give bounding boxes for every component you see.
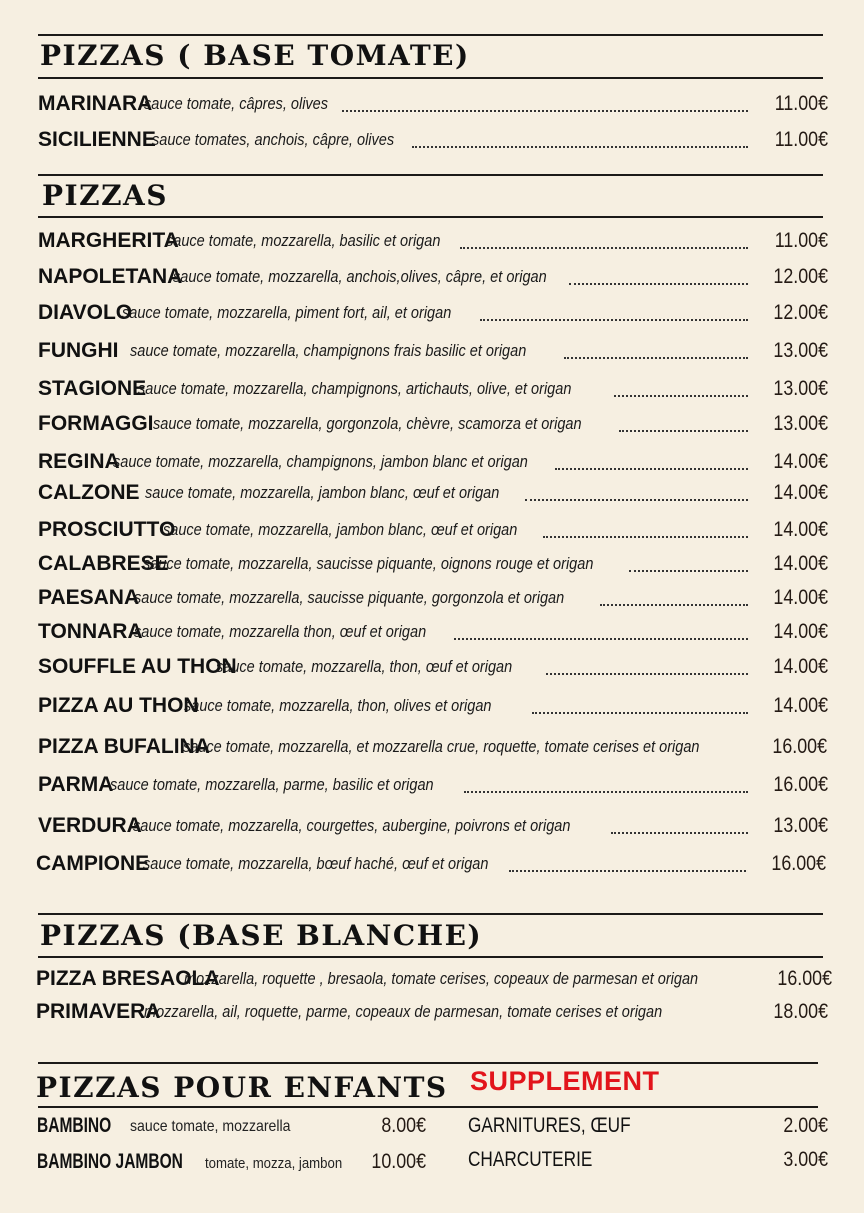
item-name: MARINARA	[38, 92, 153, 115]
item-description: tomate, mozza, jambon	[205, 1155, 343, 1172]
section-rule-bottom	[38, 216, 823, 218]
section-rule-top	[38, 913, 823, 915]
item-description: sauce tomates, anchois, câpre, olives	[152, 130, 395, 149]
item-description: sauce tomate, mozzarella, anchois,olives, câpre, et origan	[173, 267, 547, 286]
item-price: 14.00€	[773, 552, 828, 575]
item-name: VERDURA	[38, 814, 142, 837]
menu-item	[38, 770, 828, 800]
leader-dots	[619, 430, 748, 432]
menu-item	[38, 583, 828, 613]
item-name: SICILIENNE	[38, 128, 156, 151]
leader-dots	[460, 247, 748, 249]
leader-dots	[611, 832, 748, 834]
item-price: 14.00€	[773, 655, 828, 678]
item-price: 12.00€	[773, 301, 828, 324]
item-name: GARNITURES, ŒUF	[468, 1114, 631, 1137]
menu-item	[38, 732, 828, 762]
leader-dots	[546, 673, 748, 675]
item-description: mozzarella, roquette , bresaola, tomate cerises, copeaux de parmesan et origan	[184, 969, 699, 988]
leader-dots	[629, 570, 748, 572]
section-rule-top	[38, 174, 823, 176]
section-rule-bottom	[38, 1106, 818, 1108]
menu-item	[38, 691, 828, 721]
leader-dots	[454, 638, 748, 640]
menu-item	[38, 262, 828, 292]
menu-item	[38, 478, 828, 508]
menu-item	[38, 125, 828, 155]
section-title-pizzas: PIZZAS	[42, 179, 168, 212]
section-rule-top	[38, 1062, 818, 1064]
item-name: CAMPIONE	[36, 852, 150, 875]
item-price: 18.00€	[773, 1000, 828, 1023]
section-title-enfants: PIZZAS POUR ENFANTS	[36, 1071, 448, 1104]
leader-dots	[600, 604, 748, 606]
item-name: REGINA	[38, 450, 120, 473]
item-price: 14.00€	[773, 694, 828, 717]
leader-dots	[480, 319, 748, 321]
item-name: DIAVOLO	[38, 301, 133, 324]
item-name: CALABRESE	[38, 552, 169, 575]
menu-item	[38, 549, 828, 579]
item-name: BAMBINO JAMBON	[37, 1150, 183, 1173]
menu-item	[36, 849, 826, 879]
item-name: PROSCIUTTO	[38, 518, 176, 541]
item-description: sauce tomate, mozzarella, piment fort, ail, et origan	[122, 303, 452, 322]
item-description: sauce tomate, mozzarella, champignons, jambon blanc et origan	[113, 452, 528, 471]
item-price: 16.00€	[777, 967, 832, 990]
item-name: PRIMAVERA	[36, 1000, 161, 1023]
leader-dots	[532, 712, 748, 714]
item-description: sauce tomate, mozzarella, parme, basilic et origan	[110, 775, 434, 794]
section-title-base-blanche: PIZZAS (BASE BLANCHE)	[40, 919, 483, 952]
item-description: sauce tomate, mozzarella, et mozzarella crue, roquette, tomate cerises et origan	[183, 737, 700, 756]
section-rule-bottom	[38, 956, 823, 958]
item-name: CALZONE	[38, 481, 140, 504]
leader-dots	[509, 870, 746, 872]
menu-item	[38, 409, 828, 439]
item-name: TONNARA	[38, 620, 143, 643]
item-name: NAPOLETANA	[38, 265, 183, 288]
menu-item	[38, 336, 828, 366]
item-name: FUNGHI	[38, 339, 119, 362]
menu-item	[38, 447, 828, 477]
item-name: STAGIONE	[38, 377, 147, 400]
leader-dots	[569, 283, 748, 285]
item-price: 16.00€	[773, 773, 828, 796]
item-name: PIZZA BRESAOLA	[36, 967, 220, 990]
item-price: 13.00€	[773, 339, 828, 362]
item-description: sauce tomate, mozzarella, basilic et origan	[166, 231, 441, 250]
menu-item	[38, 226, 828, 256]
item-name: PIZZA BUFALINA	[38, 735, 210, 758]
item-name: MARGHERITA	[38, 229, 179, 252]
menu-item	[38, 515, 828, 545]
item-description: sauce tomate, mozzarella, gorgonzola, chèvre, scamorza et origan	[153, 414, 582, 433]
item-price: 14.00€	[773, 481, 828, 504]
item-price: 13.00€	[773, 412, 828, 435]
item-description: sauce tomate, mozzarella, saucisse piquante, oignons rouge et origan	[143, 554, 594, 573]
item-name: CHARCUTERIE	[468, 1148, 593, 1171]
menu-item	[38, 89, 828, 119]
item-price: 10.00€	[371, 1150, 426, 1173]
section-rule-top	[38, 34, 823, 36]
item-name: PARMA	[38, 773, 114, 796]
item-price: 13.00€	[773, 377, 828, 400]
item-description: sauce tomate, mozzarella, jambon blanc, œuf et origan	[163, 520, 518, 539]
item-description: sauce tomate, mozzarella, courgettes, aubergine, poivrons et origan	[133, 816, 571, 835]
item-price: 14.00€	[773, 620, 828, 643]
item-name: BAMBINO	[37, 1114, 112, 1137]
item-description: sauce tomate, mozzarella, champignons, artichauts, olive, et origan	[138, 379, 572, 398]
item-price: 2.00€	[783, 1114, 828, 1137]
leader-dots	[555, 468, 748, 470]
menu-item	[36, 997, 828, 1027]
menu-item	[38, 652, 828, 682]
leader-dots	[464, 791, 748, 793]
item-name: FORMAGGI	[38, 412, 154, 435]
item-description: mozzarella, ail, roquette, parme, copeaux de parmesan, tomate cerises et origan	[144, 1002, 663, 1021]
leader-dots	[412, 146, 748, 148]
section-title-base-tomate: PIZZAS ( BASE TOMATE)	[40, 39, 470, 72]
item-description: sauce tomate, mozzarella, jambon blanc, œuf et origan	[145, 483, 500, 502]
item-price: 14.00€	[773, 450, 828, 473]
item-price: 14.00€	[773, 586, 828, 609]
menu-item	[38, 298, 828, 328]
leader-dots	[543, 536, 748, 538]
item-price: 3.00€	[783, 1148, 828, 1171]
item-name: PAESANA	[38, 586, 140, 609]
leader-dots	[525, 499, 748, 501]
item-price: 13.00€	[773, 814, 828, 837]
item-price: 8.00€	[381, 1114, 426, 1137]
leader-dots	[342, 110, 748, 112]
item-description: sauce tomate, mozzarella	[130, 1118, 291, 1135]
item-description: sauce tomate, mozzarella, champignons frais basilic et origan	[130, 341, 527, 360]
item-price: 11.00€	[774, 128, 828, 151]
item-description: sauce tomate, mozzarella, thon, œuf et origan	[216, 657, 513, 676]
item-price: 14.00€	[773, 518, 828, 541]
item-description: sauce tomate, mozzarella, bœuf haché, œuf et origan	[143, 854, 489, 873]
menu-item	[38, 374, 828, 404]
item-description: sauce tomate, câpres, olives	[144, 94, 329, 113]
item-description: sauce tomate, mozzarella thon, œuf et origan	[134, 622, 427, 641]
item-price: 11.00€	[774, 229, 828, 252]
item-name: PIZZA AU THON	[38, 694, 199, 717]
leader-dots	[614, 395, 748, 397]
section-rule-bottom	[38, 77, 823, 79]
item-price: 12.00€	[773, 265, 828, 288]
section-title-supplement: SUPPLEMENT	[470, 1066, 660, 1096]
menu-item	[38, 811, 828, 841]
item-description: sauce tomate, mozzarella, thon, olives et origan	[184, 696, 492, 715]
item-price: 16.00€	[771, 852, 826, 875]
item-name: SOUFFLE AU THON	[38, 655, 237, 678]
leader-dots	[564, 357, 748, 359]
menu-item	[36, 964, 832, 994]
item-price: 16.00€	[772, 735, 827, 758]
item-price: 11.00€	[774, 92, 828, 115]
item-description: sauce tomate, mozzarella, saucisse piquante, gorgonzola et origan	[134, 588, 565, 607]
menu-item	[38, 617, 828, 647]
